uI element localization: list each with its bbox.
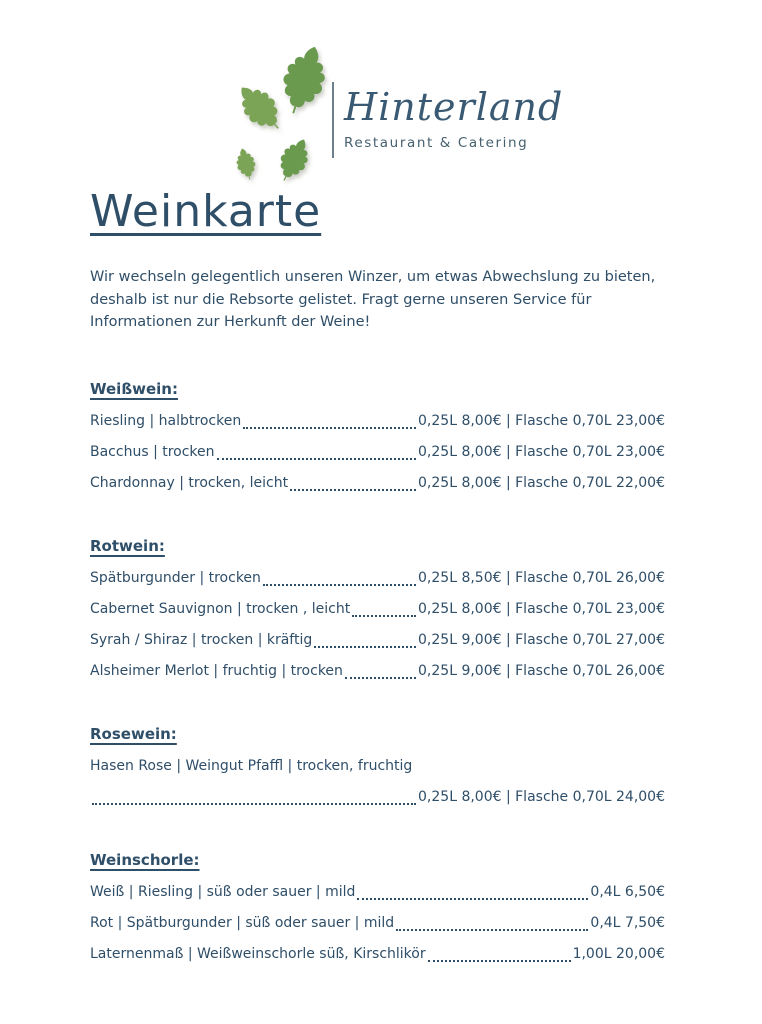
page-title: Weinkarte — [90, 186, 322, 237]
logo-divider — [332, 82, 334, 158]
item-price: 0,25L 8,00€ | Flasche 0,70L 23,00€ — [418, 443, 665, 460]
brand-name: Hinterland — [344, 85, 564, 129]
item-price: 1,00L 20,00€ — [572, 945, 665, 962]
menu-item-row — [90, 443, 665, 462]
brand-subtitle: Restaurant & Catering — [344, 135, 529, 151]
item-name: Spätburgunder | trocken — [90, 569, 261, 586]
menu-item-row — [90, 788, 665, 807]
menu-section — [90, 725, 665, 807]
dotted-leader — [314, 632, 416, 648]
menu-item-row — [90, 569, 665, 588]
dotted-leader — [263, 570, 416, 586]
menu-item-row — [90, 474, 665, 493]
item-price: 0,25L 8,00€ | Flasche 0,70L 24,00€ — [418, 788, 665, 805]
logo-text-block — [344, 85, 564, 151]
section-heading: Rotwein: — [90, 536, 165, 555]
dotted-leader — [428, 946, 571, 962]
dotted-leader — [243, 413, 416, 429]
section-heading: Weißwein: — [90, 379, 178, 398]
menu-item-row — [90, 757, 665, 776]
item-name: Riesling | halbtrocken — [90, 412, 242, 429]
dotted-leader — [396, 915, 588, 931]
restaurant-logo — [228, 38, 564, 188]
menu-section — [90, 851, 665, 964]
section-items — [90, 883, 665, 964]
oak-leaves-icon — [228, 38, 358, 188]
item-price: 0,25L 8,00€ | Flasche 0,70L 23,00€ — [418, 600, 665, 617]
menu-item-row — [90, 914, 665, 933]
dotted-leader — [217, 444, 416, 460]
menu-section — [90, 380, 665, 493]
menu-item-row — [90, 600, 665, 619]
section-heading: Rosewein: — [90, 724, 177, 743]
item-name: Alsheimer Merlot | fruchtig | trocken — [90, 662, 343, 679]
item-price: 0,25L 8,00€ | Flasche 0,70L 22,00€ — [418, 474, 665, 491]
dotted-leader — [92, 789, 416, 805]
item-price: 0,4L 6,50€ — [590, 883, 665, 900]
item-name: Syrah / Shiraz | trocken | kräftig — [90, 631, 313, 648]
dotted-leader — [290, 475, 416, 491]
intro-text: Wir wechseln gelegentlich unseren Winzer, um etwas Abwechslung zu bieten, deshalb ist nur die Rebsorte gelistet. Fragt gerne unseren Service für Informationen zur Herkunft der Weine! — [90, 269, 656, 331]
section-items — [90, 757, 665, 807]
section-items — [90, 412, 665, 493]
menu-item-row — [90, 945, 665, 964]
menu-item-row — [90, 662, 665, 681]
dotted-leader — [357, 884, 588, 900]
section-items — [90, 569, 665, 681]
item-name: Cabernet Sauvignon | trocken , leicht — [90, 600, 351, 617]
dotted-leader — [345, 663, 416, 679]
menu-content — [90, 188, 665, 976]
menu-item-row — [90, 883, 665, 902]
item-price: 0,25L 9,00€ | Flasche 0,70L 27,00€ — [418, 631, 665, 648]
item-name: Bacchus | trocken — [90, 443, 215, 460]
item-name: Hasen Rose | Weingut Pfaffl | trocken, fruchtig — [90, 757, 413, 774]
item-price: 0,25L 9,00€ | Flasche 0,70L 26,00€ — [418, 662, 665, 679]
item-price: 0,25L 8,50€ | Flasche 0,70L 26,00€ — [418, 569, 665, 586]
item-name: Rot | Spätburgunder | süß oder sauer | mild — [90, 914, 395, 931]
menu-section — [90, 537, 665, 681]
section-heading: Weinschorle: — [90, 850, 200, 869]
dotted-leader — [352, 601, 416, 617]
item-name: Weiß | Riesling | süß oder sauer | mild — [90, 883, 356, 900]
item-name: Chardonnay | trocken, leicht — [90, 474, 289, 491]
item-name: Laternenmaß | Weißweinschorle süß, Kirschlikör — [90, 945, 426, 962]
item-price: 0,4L 7,50€ — [590, 914, 665, 931]
menu-item-row — [90, 631, 665, 650]
menu-item-row — [90, 412, 665, 431]
menu-sections — [90, 380, 665, 964]
item-price: 0,25L 8,00€ | Flasche 0,70L 23,00€ — [418, 412, 665, 429]
